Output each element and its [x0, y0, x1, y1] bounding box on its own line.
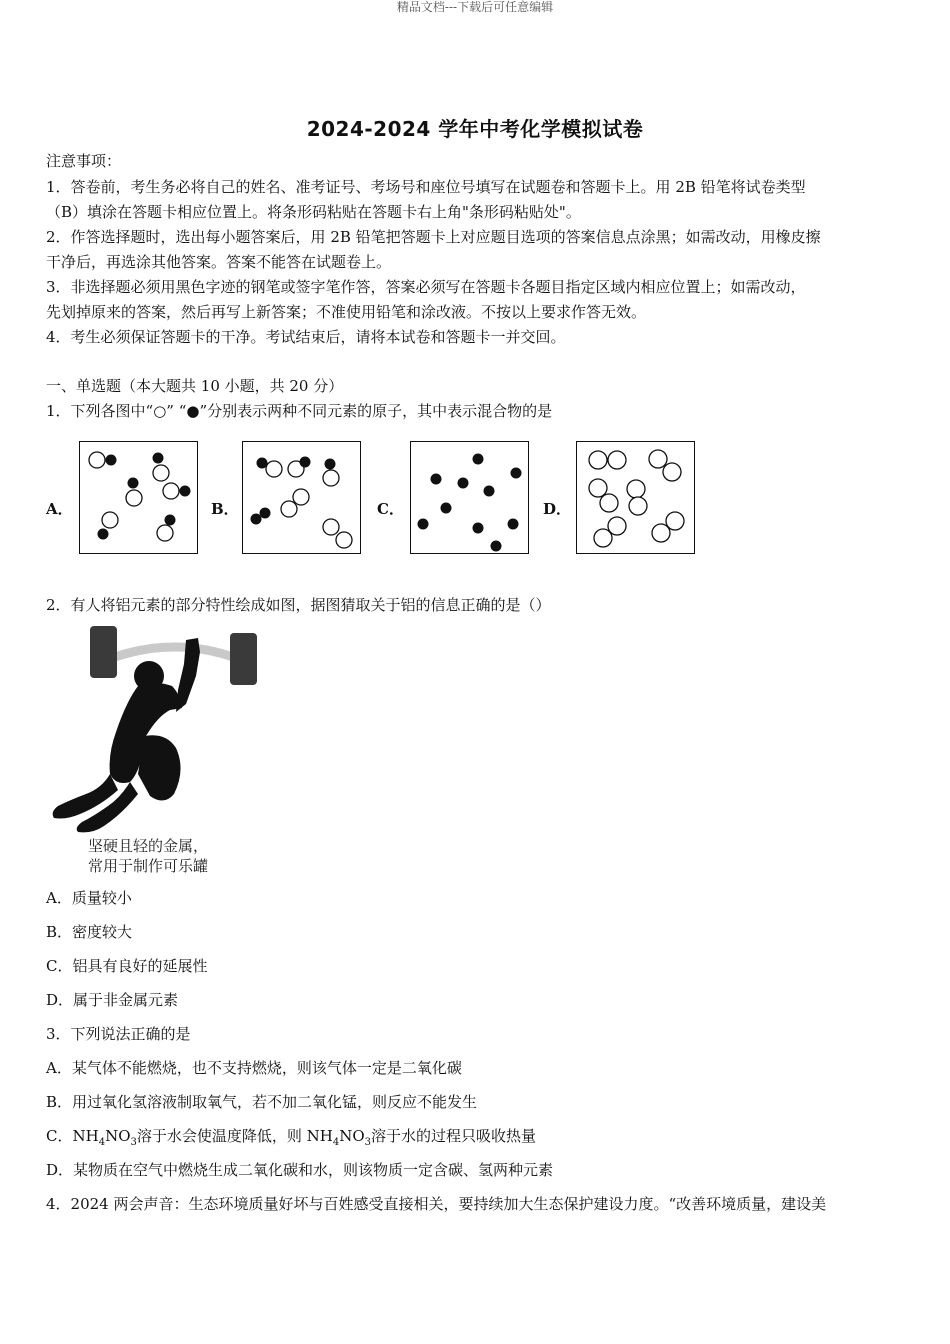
- q2-option-c: C．铝具有良好的延展性: [46, 957, 208, 975]
- notice-line-1: 1．答卷前，考生务必将自己的姓名、准考证号、考场号和座位号填写在试题卷和答题卡上。用 2B 铅笔将试卷类型: [46, 178, 806, 196]
- section-heading: 一、单选题（本大题共 10 小题，共 20 分）: [46, 377, 344, 395]
- q2-option-b: B．密度较大: [46, 923, 133, 941]
- q3-option-c-text: 溶于水的过程只吸收热量: [371, 1127, 537, 1145]
- figure-caption-line-2: 常用于制作可乐罐: [88, 857, 209, 875]
- notice-line-3: 2．作答选择题时，选出每小题答案后，用 2B 铅笔把答题卡上对应题目选项的答案信息点涂黑；如需改动，用橡皮擦: [46, 228, 821, 246]
- header-watermark: 精品文档---下载后可任意编辑: [396, 0, 554, 14]
- q3-option-c-text: NO: [105, 1127, 131, 1145]
- q1-option-a-label: A．: [46, 500, 73, 518]
- subscript: 3: [130, 1137, 137, 1148]
- notice-line-6: 先划掉原来的答案，然后再写上新答案；不准使用铅笔和涂改液。不按以上要求作答无效。: [46, 303, 647, 321]
- q3-option-d: D．某物质在空气中燃烧生成二氧化碳和水，则该物质一定含碳、氢两种元素: [46, 1161, 554, 1179]
- q3-stem: 3．下列说法正确的是: [46, 1025, 191, 1043]
- q2-option-a: A．质量较小: [46, 889, 132, 907]
- subscript: 4: [98, 1137, 106, 1148]
- barbell-bar: [112, 647, 236, 658]
- subscript: 3: [364, 1137, 372, 1148]
- person-silhouette: [53, 638, 200, 832]
- notice-line-7: 4．考生必须保证答题卡的干净。考试结束后，请将本试卷和答题卡一并交回。: [46, 328, 566, 346]
- q1-diagram-c: [410, 441, 529, 554]
- q1-diagram-d: [576, 441, 695, 554]
- q1-option-c-label: C．: [377, 500, 404, 518]
- q3-option-c-text: 溶于水会使温度降低，则 NH: [136, 1127, 333, 1145]
- q1-diagram-b: [242, 441, 361, 554]
- q1-option-d-label: D．: [543, 500, 572, 518]
- notice-line-4: 干净后，再选涂其他答案。答案不能答在试题卷上。: [46, 253, 392, 271]
- q4-stem: 4．2024 两会声音：生态环境质量好坏与百姓感受直接相关，要持续加大生态保护建设力度。“改善环境质量，建设美: [46, 1195, 827, 1213]
- page-title: 2024-2024 学年中考化学模拟试卷: [306, 117, 644, 141]
- notice-line-5: 3．非选择题必须用黑色字迹的钢笔或签字笔作答，答案必须写在答题卡各题目指定区域内相应位置上；如需改动，: [46, 278, 806, 296]
- q1-diagram-a: [79, 441, 198, 554]
- subscript: 4: [332, 1137, 340, 1148]
- q1-option-b-label: B．: [211, 500, 239, 518]
- q3-option-c: [46, 1126, 536, 1153]
- q3-option-a: A．某气体不能燃烧，也不支持燃烧，则该气体一定是二氧化碳: [46, 1059, 462, 1077]
- q3-option-c-text: NO: [339, 1127, 365, 1145]
- q2-option-d: D．属于非金属元素: [46, 991, 179, 1009]
- q3-option-b: B．用过氧化氢溶液制取氧气，若不加二氧化锰，则反应不能发生: [46, 1093, 478, 1111]
- q1-stem: 1．下列各图中“○” “●”分别表示两种不同元素的原子，其中表示混合物的是: [46, 402, 553, 420]
- notice-heading: 注意事项：: [46, 152, 122, 170]
- barbell-plate-right: [230, 633, 257, 685]
- notice-line-2: （B）填涂在答题卡相应位置上。将条形码粘贴在答题卡右上角"条形码粘贴处"。: [46, 203, 581, 221]
- figure-caption-line-1: 坚硬且轻的金属，: [88, 837, 209, 855]
- q3-option-c-text: C．NH: [46, 1127, 99, 1145]
- barbell-plate-left: [90, 626, 117, 678]
- q2-stem: 2．有人将铝元素的部分特性绘成如图，据图猜取关于铝的信息正确的是（）: [46, 596, 551, 614]
